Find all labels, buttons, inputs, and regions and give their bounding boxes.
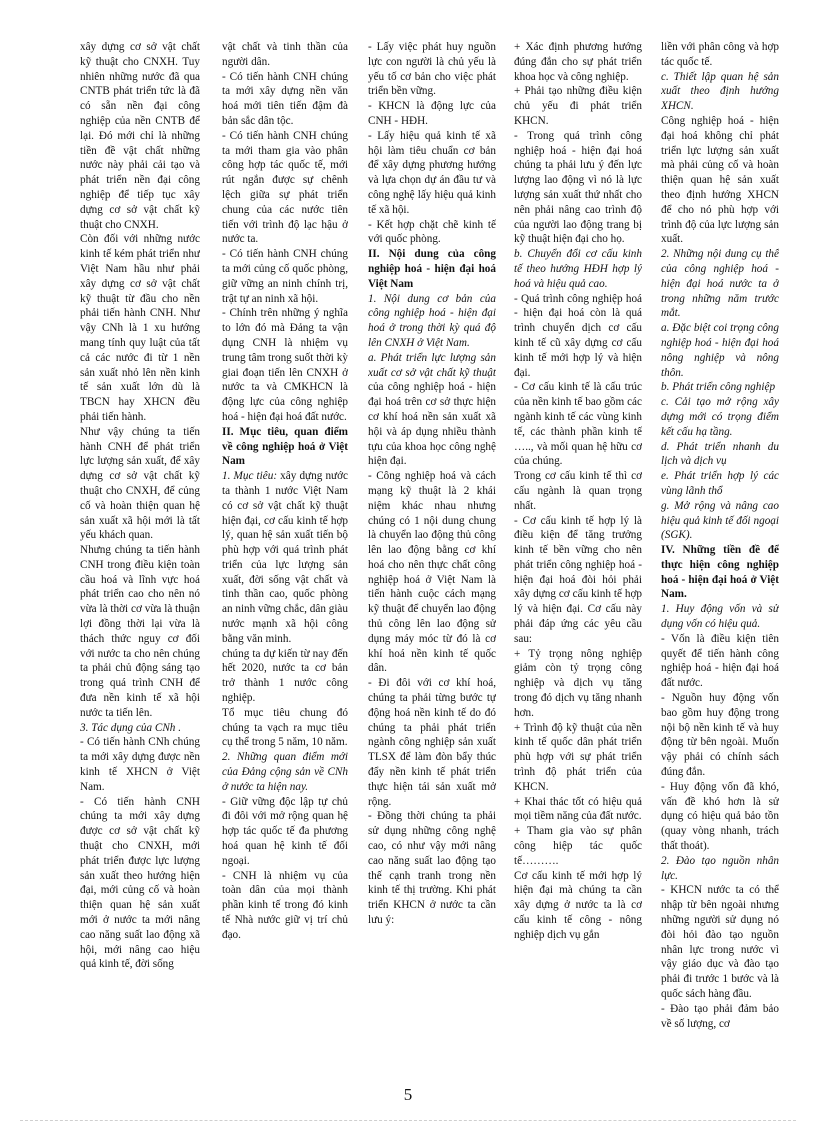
paragraph: - Kết hợp chặt chẽ kinh tế với quốc phòng. <box>368 218 496 246</box>
text-column-3 <box>368 40 496 1050</box>
text-column-5 <box>661 40 779 1050</box>
paragraph-lead: a. Phát triển lực lượng sản xuất cơ sở vật chất kỹ thuật <box>368 351 496 379</box>
paragraph <box>222 469 348 647</box>
paragraph: + Khai thác tốt có hiệu quả mọi tiềm năng của đất nước. <box>514 795 642 823</box>
paragraph-lead: 1. Mục tiêu: <box>222 470 278 483</box>
paragraph: - KHCN là động lực của CNH - HĐH. <box>368 100 496 127</box>
paragraph: d. Phát triển nhanh du lịch và dịch vụ <box>661 440 779 468</box>
paragraph: chúng ta dự kiến từ nay đến hết 2020, nước ta cơ bản trở thành 1 nước công nghiệp. <box>222 647 348 705</box>
paragraph: - Có tiến hành CNh chúng ta mới xây dựng được nền kinh tế XHCN ở Việt Nam. <box>80 736 200 793</box>
paragraph: - Có tiến hành CNH chúng ta mới xây dựng nền văn hoá mới tiên tiến đậm đà bản sắc dân tộc. <box>222 70 348 127</box>
paragraph: - KHCN nước ta có thể nhập từ bên ngoài nhưng những người sử dụng nó đòi hỏi đào tạo nguồn nhân lực trong nước vì vậy giáo dục và đào tạo phải đi trước 1 bước và là quốc sách hàng đầu. <box>661 884 779 1000</box>
paragraph: Còn đối với những nước kinh tế kém phát triển như Việt Nam hầu như phải xây dựng cơ sở vật chất kỹ thuật từ đầu cho nền phải tiến hành CNH. Như vậy CNh là 1 xu hướng mang tính quy luật của tất cả các nước đi từ 1 nền sản xuất nhỏ lên nền kinh tế sản xuất lớn dù là TBCN hay XHCN đều phải tiến hành. <box>80 233 200 423</box>
paragraph: - Công nghiệp hoá và cách mạng kỹ thuật là 2 khái niệm khác nhau nhưng chúng có 1 nội dung chung là chuyển lao động thủ công lên lao động bằng cơ khí hoá cho nên thực chất công nghiệp hoá ở Việt Nam là tiến hành cuộc cách mạng kỹ thuật để chuyển lao động thủ công lên lao động sử dụng máy móc từ đó là cơ khí hoá nền kinh tế quốc dân. <box>368 470 496 675</box>
paragraph: 3. Tác dụng của CNh . <box>80 721 181 734</box>
paragraph: Như vậy chúng ta tiến hành CNH để phát triển lực lượng sản xuất, để xây dựng cơ sở vật chất kỹ thuật cho CNXH, để củng cố và hoàn thiện quan hệ sản xuất xã hội mới là tất yếu khách quan. <box>80 425 200 542</box>
paragraph: Nhưng chúng ta tiến hành CNH trong điều kiện toàn cầu hoá và lĩnh vực hoá phát triển cao cho nên nó vừa là thời cơ vừa là thuận lợi đồng thời lại vừa là thách thức nguy cơ đối với nước ta cho nên chúng ta phải chủ động sáng tạo trong quá trình CNH để đưa nền kinh tế xã hội nước ta tiến lên. <box>80 544 200 719</box>
paragraph: - Cơ cấu kinh tế là cấu trúc của nền kinh tế bao gồm các ngành kinh tế các vùng kinh tế, các thành phần kinh tế ….., và mối quan hệ hữu cơ của chúng. <box>514 381 642 468</box>
paragraph: - Cơ cấu kinh tế hợp lý là điều kiện để tăng trưởng kinh tế bền vững cho nên phát triển công nghiệp hoá - hiện đại hoá đòi hỏi phải xây dựng cơ cấu kinh tế hợp lý và hiện đại. Cơ cấu này phải đáp ứng các yêu cầu sau: <box>514 514 642 645</box>
text-column-4 <box>514 40 642 1050</box>
text-column-2 <box>222 40 348 1050</box>
paragraph: 1. Huy động vốn và sử dụng vốn có hiệu quả. <box>661 603 779 631</box>
paragraph: - Lấy việc phát huy nguồn lực con người là chủ yếu là yếu tố cơ bản cho việc phát triển bền vững. <box>368 41 496 98</box>
paragraph: Cơ cấu kinh tế mới hợp lý hiện đại mà chúng ta cần xây dựng ở nước ta là cơ cấu kinh tế công - nông nghiệp dịch vụ gắn <box>514 869 642 941</box>
paragraph: - Lấy hiệu quả kinh tế xã hội làm tiêu chuẩn cơ bản để xây dựng phương hướng và lựa chọn dự án đầu tư và công nghệ lấy hiệu quả kinh tế xã hội. <box>368 129 496 216</box>
paragraph: - Chính trên những ý nghĩa to lớn đó mà Đảng ta vận dụng CNH là nhiệm vụ trung tâm trong suốt thời kỳ giai đoạn tiến lên CNXH ở nước ta và CMKHCN là động lực của công nghiệp hoá - hiện đại hoá đất nước. <box>222 307 348 423</box>
paragraph: b. Chuyển đổi cơ cấu kinh tế theo hướng HĐH hợp lý hoá và hiệu quả cao. <box>514 248 642 290</box>
paragraph: c. Cải tạo mở rộng xây dựng mới có trọng điểm kết cấu hạ tầng. <box>661 396 779 438</box>
text-column-1 <box>80 40 200 1050</box>
paragraph: e. Phát triển hợp lý các vùng lãnh thổ <box>661 470 779 497</box>
paragraph-rest: của công nghiệp hoá - hiện đại hoá trên cơ sở thực hiện cơ khí hoá nền sản xuất xã hội và áp dụng nhiều thành tựu của khoa học công nghệ hiện đại. <box>368 381 496 468</box>
paragraph: - Giữ vững độc lập tự chủ đi đôi với mở rộng quan hệ hợp tác quốc tế đa phương hoá quan hệ kinh tế đối ngoại. <box>222 795 348 867</box>
paragraph: II. Nội dung của công nghiệp hoá - hiện đại hoá Việt Nam <box>368 248 496 290</box>
paragraph: Công nghiệp hoá - hiện đại hoá không chỉ phát triển lực lượng sản xuất mà phải củng cố và hoàn thiện quan hệ sản xuất theo định hướng XHCN để cho nó phù hợp với trình độ của lực lượng sản xuất. <box>661 114 779 246</box>
paragraph: II. Mục tiêu, quan điểm về công nghiệp hoá ở Việt Nam <box>222 425 348 468</box>
paragraph: vật chất và tinh thần của người dân. <box>222 41 348 68</box>
paragraph: 2. Những quan điểm mới của Đảng cộng sản về CNh ở nước ta hiện nay. <box>222 751 348 793</box>
paragraph: IV. Những tiền đề để thực hiện công nghiệp hoá - hiện đại hoá ở Việt Nam. <box>661 544 779 601</box>
paragraph: - Đồng thời chúng ta phải sử dụng những công nghệ cao, có như vậy mới nâng cao năng suất lao động tạo thế cạnh tranh trong nền kinh tế thị trường. Khi phát triển KHCN ở nước ta cần lưu ý: <box>368 810 496 927</box>
paragraph: - Đi đôi với cơ khí hoá, chúng ta phải từng bước tự động hoá nền kinh tế do đó chúng ta phải phát triển ngành công nghiệp sản xuất TLSX để làm đòn bẩy thúc đẩy nền kinh tế phát triển thực hiện tái sản xuất mở rộng. <box>368 677 496 808</box>
paragraph: + Trình độ kỹ thuật của nền kinh tế quốc dân phát triển phù hợp với sự phát triển trình độ phát triển của KHCN. <box>514 721 642 793</box>
paragraph: Trong cơ cấu kinh tế thì cơ cấu ngành là quan trọng nhất. <box>514 470 642 512</box>
paragraph: xây dựng cơ sở vật chất kỹ thuật cho CNXH. Tuy nhiên những nước đã qua CNTB phát triển tức là đã có sẵn nền đại công nghiệp của nền CNTB để lại. Đó mới chỉ là những tiền đề vật chất những nước này phải cải tạo và phát triển nền đại công nghiệp để tiếp tục xây dựng cơ sở vật chất kỹ thuật cho CNXH. <box>80 41 200 231</box>
paragraph: - Nguồn huy động vốn bao gồm huy động trong nội bộ nền kinh tế và huy động từ bên ngoài. Muốn vậy phải có chính sách đúng đắn. <box>661 692 779 779</box>
paragraph: + Phải tạo những điều kiện chủ yếu đi phát triển KHCN. <box>514 85 642 127</box>
paragraph: - Có tiến hành CNH chúng ta mới tham gia vào phân công hợp tác quốc tế, mới rút ngắn được sự chênh lệch giữa sự phát triển chung của các nước tiên tiến với trình độ lạc hậu ở nước ta. <box>222 129 348 246</box>
paragraph: + Tỷ trọng nông nghiệp giảm còn tỷ trọng công nghiệp và dịch vụ tăng trong đó dịch vụ tăng nhanh hơn. <box>514 647 642 719</box>
paragraph: + Xác định phương hướng đúng đắn cho sự phát triển khoa học và công nghiệp. <box>514 41 642 83</box>
paragraph: Tổ mục tiêu chung đó chúng ta vạch ra mục tiêu cụ thể trong 5 năm, 10 năm. <box>222 706 348 749</box>
paragraph <box>368 351 496 469</box>
paragraph: - Đào tạo phải đảm bảo về số lượng, cơ <box>661 1002 779 1030</box>
page-number: 5 <box>403 1085 413 1104</box>
paragraph: g. Mở rộng và nâng cao hiệu quả kinh tế đối ngoại (SGK). <box>661 499 779 542</box>
paragraph: - Vốn là điều kiện tiên quyết để tiến hành công nghiệp hoá - hiện đại hoá đất nước. <box>661 632 779 690</box>
paragraph: - Quá trình công nghiệp hoá - hiện đại hoá còn là quá trình chuyển dịch cơ cấu kinh tế cũ xây dựng cơ cấu kinh tế mới hợp lý và hiện đại. <box>514 292 642 379</box>
paragraph: liền với phân công và hợp tác quốc tế. <box>661 41 779 68</box>
paragraph: a. Đặc biệt coi trọng công nghiệp hoá - hiện đại hoá nông nghiệp và nông thôn. <box>661 322 779 379</box>
paragraph: 1. Nội dung cơ bản của công nghiệp hoá - hiện đại hoá ở trong thời kỳ quá độ lên CNXH ở Việt Nam. <box>368 292 496 349</box>
paragraph: c. Thiết lập quan hệ sản xuất theo định hướng XHCN. <box>661 70 779 113</box>
paragraph: - Có tiến hành CNH chúng ta mới củng cố quốc phòng, giữ vững an ninh chính trị, trật tự an ninh xã hội. <box>222 248 348 305</box>
footer-divider <box>20 1120 796 1121</box>
paragraph: - CNH là nhiệm vụ của toàn dân của mọi thành phần kinh tế trong đó kinh tế Nhà nước giữ vị trí chủ đạo. <box>222 869 348 941</box>
paragraph: 2. Những nội dung cụ thể của công nghiệp hoá - hiện đại hoá nước ta ở trong những năm trước mắt. <box>661 248 779 320</box>
paragraph-rest: xây dựng nước ta thành 1 nước Việt Nam có cơ sở vật chất kỹ thuật hiện đại, cơ cấu kinh tế hợp lý, quan hệ sản xuất tiến bộ phù hợp với quá trình phát triển của lực lượng sản xuất, đời sống vật chất và tinh thần cao, quốc phòng an ninh vững chắc, dân giàu nước mạnh xã hội công bằng văn minh. <box>222 470 348 645</box>
paragraph: b. Phát triển công nghiệp <box>661 381 776 394</box>
paragraph: - Huy động vốn đã khó, vấn đề khó hơn là sử dụng có hiệu quả bảo tồn (quay vòng nhanh, trách thất thoát). <box>661 780 779 853</box>
paragraph: 2. Đào tạo nguồn nhân lực. <box>661 854 779 882</box>
paragraph: - Có tiến hành CNH chúng ta mới xây dựng được cơ sở vật chất kỹ thuật cho CNXH, mới phát triển được lực lượng sản xuất theo hướng hiện đại, mới củng cố và hoàn thiện quan hệ sản xuất mới ở nước ta mới nâng cao năng suất lao động xã hội, mới nâng cao hiệu quả kinh tế, đời sống <box>80 795 200 971</box>
paragraph: + Tham gia vào sự phân công hiệp tác quốc tế………. <box>514 825 642 867</box>
paragraph: - Trong quá trình công nghiệp hoá - hiện đại hoá chúng ta phải lưu ý đến lực lượng lao động vì nó là lực lượng sản xuất thứ nhất cho nên phải nâng cao trình độ của người lao động trang bị kỹ thuật hiện đại cho họ. <box>514 129 642 246</box>
